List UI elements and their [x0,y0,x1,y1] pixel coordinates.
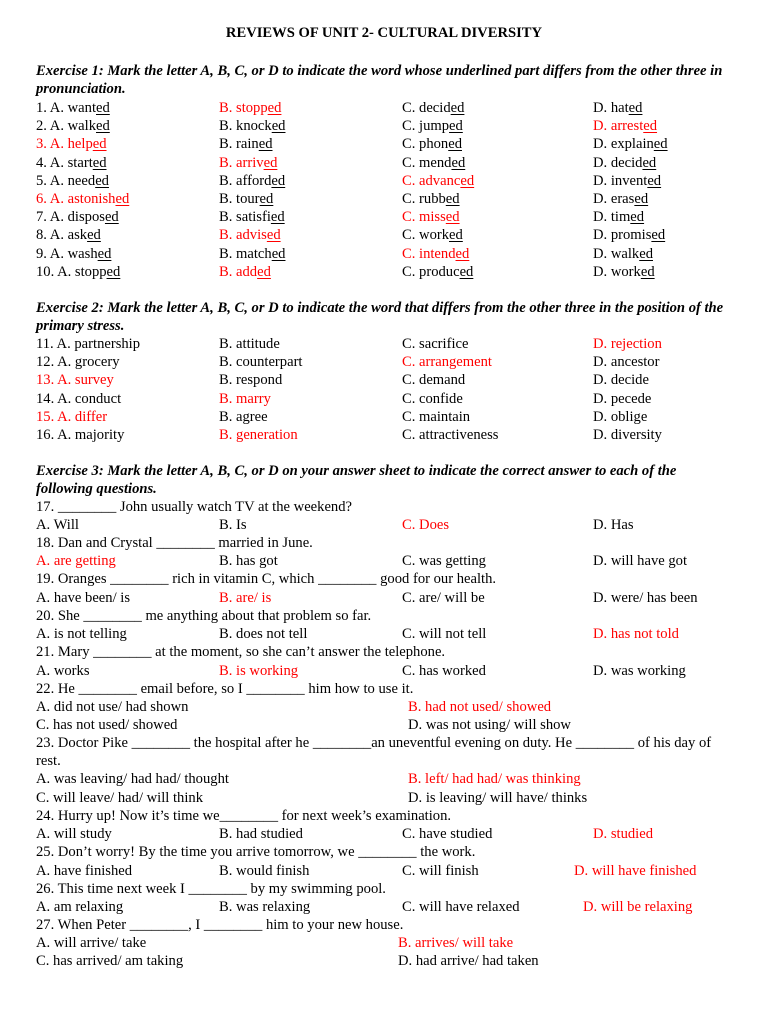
option-stem: D. decid [593,154,643,171]
option-stem: C. jump [402,118,450,135]
option-22-a: A. did not use/ had shown [36,699,189,715]
options-23-row-1 [36,770,736,788]
ex1-option-10-c [402,263,473,281]
underlined-part: ed [271,118,286,135]
underlined-part: ed [628,100,643,116]
option-stem: D. eras [593,191,635,207]
option-21-a: A. works [36,663,90,679]
question-23: 23. Doctor Pike ________ the hospital after he ________an uneventful evening on duty. He ________ of his day of rest. [36,735,712,769]
option-23-b: B. left/ had had/ was thinking [408,771,581,787]
option-stem: D. hat [593,100,629,116]
underlined-part: ed [634,191,649,207]
option-stem: C. decid [402,100,451,116]
option-stem: B. arriv [219,154,264,171]
ex2-option-12-d: D. ancestor [593,354,660,371]
ex1-option-1-c [402,99,464,117]
underlined-part: ed [257,263,271,280]
option-stem: 4. A. start [36,154,93,171]
ex2-option-14-b: B. marry [219,390,271,407]
ex1-row-1 [36,99,736,117]
option-stem: D. walk [593,245,640,262]
option-stem: 1. A. want [36,100,96,116]
underlined-part: ed [92,154,107,171]
underlined-part: ed [448,136,462,153]
option-stem: D. tim [593,209,631,226]
ex2-option-13-c: C. demand [402,372,466,389]
options-18 [36,552,736,570]
option-stem: C. work [402,227,450,244]
ex2-option-14-d: D. pecede [593,390,652,407]
underlined-part: ed [258,136,273,153]
ex1-option-8-b [219,226,281,244]
question-17: 17. ________ John usually watch TV at the weekend? [36,499,353,515]
option-stem: D. work [593,263,641,280]
ex2-option-15-a: 15. A. differ [36,408,108,425]
underlined-part: ed [87,227,101,244]
option-21-d: D. was working [593,663,686,679]
ex2-option-16-a: 16. A. majority [36,427,125,443]
option-24-b: B. had studied [219,826,303,842]
question-27: 27. When Peter ________, I ________ him to your new house. [36,917,404,933]
ex1-option-6-c [402,190,460,208]
ex2-option-14-a: 14. A. conduct [36,390,122,407]
option-stem: C. mend [402,154,452,171]
option-stem: D. arrest [593,118,644,135]
option-21-b: B. is working [219,663,299,679]
options-27-row-1 [36,934,736,952]
ex1-option-9-b [219,245,285,263]
options-27-row-2 [36,952,736,970]
option-stem: B. afford [219,172,272,189]
ex2-row-15 [36,408,736,426]
ex2-option-15-c: C. maintain [402,408,471,425]
option-stem: 9. A. wash [36,245,98,262]
option-24-a: A. will study [36,826,112,842]
options-17 [36,516,736,534]
exercise-3-instruction: Exercise 3: Mark the letter A, B, C, or D on your answer sheet to indicate the correct answer to each of the following questions. [36,463,677,497]
ex1-option-3-b [219,135,273,153]
underlined-part: ed [639,245,653,262]
option-26-a: A. am relaxing [36,899,124,915]
ex2-option-12-b: B. counterpart [219,354,303,371]
option-stem: B. tour [219,191,260,207]
underlined-part: ed [106,263,121,280]
underlined-part: ed [271,172,286,189]
ex1-option-5-c [402,172,474,190]
ex2-option-11-b: B. attitude [219,336,280,352]
option-17-b: B. Is [219,517,247,533]
option-stem: 7. A. dispos [36,209,105,226]
option-18-a: A. are getting [36,553,116,569]
ex2-row-12 [36,353,736,371]
option-20-a: A. is not telling [36,626,127,642]
ex1-option-4-d [593,154,656,172]
options-20 [36,625,736,643]
ex1-option-7-d [593,208,644,226]
ex1-option-8-a [36,226,101,244]
ex2-option-11-c: C. sacrifice [402,336,469,352]
underlined-part: ed [647,172,662,189]
ex1-option-6-b [219,190,273,208]
option-25-b: B. would finish [219,863,310,879]
options-21 [36,662,736,680]
options-25 [36,862,736,880]
option-24-d: D. studied [593,826,653,842]
ex1-option-2-a [36,117,110,135]
underlined-part: ed [270,209,285,226]
option-23-d: D. is leaving/ will have/ thinks [408,790,588,806]
ex1-option-3-d [593,135,668,153]
option-stem: B. match [219,245,272,262]
option-stem: D. promis [593,227,652,244]
ex2-option-16-d: D. diversity [593,427,662,443]
ex1-option-1-a [36,99,110,117]
option-24-c: C. have studied [402,826,493,842]
option-17-c: C. Does [402,517,450,533]
option-27-c: C. has arrived/ am taking [36,953,184,969]
ex1-row-9 [36,245,736,263]
option-20-b: B. does not tell [219,626,308,642]
underlined-part: ed [653,136,668,153]
option-20-c: C. will not tell [402,626,487,642]
ex1-option-7-a [36,208,119,226]
option-22-d: D. was not using/ will show [408,717,571,733]
ex1-option-4-c [402,154,465,172]
ex2-option-12-c: C. arrangement [402,354,492,371]
ex2-option-14-c: C. confide [402,390,463,407]
underlined-part: ed [455,245,470,262]
ex1-option-7-b [219,208,285,226]
ex1-option-9-c [402,245,469,263]
underlined-part: ed [449,118,463,135]
option-26-d: D. will be relaxing [583,899,693,915]
option-stem: C. advanc [402,172,461,189]
option-21-c: C. has worked [402,663,486,679]
underlined-part: ed [651,227,666,244]
question-20: 20. She ________ me anything about that problem so far. [36,608,372,624]
option-stem: 10. A. stopp [36,263,107,280]
ex2-option-13-b: B. respond [219,372,283,389]
underlined-part: ed [96,100,110,116]
underlined-part: ed [92,136,107,153]
ex2-option-15-b: B. agree [219,408,268,425]
ex1-row-5 [36,172,736,190]
option-20-d: D. has not told [593,626,679,642]
ex1-option-9-d [593,245,653,263]
ex2-option-11-a: 11. A. partnership [36,336,141,352]
option-stem: B. satisfi [219,209,271,226]
ex1-option-5-d [593,172,661,190]
ex1-option-2-d [593,117,657,135]
underlined-part: ed [643,118,658,135]
option-stem: D. invent [593,172,648,189]
underlined-part: ed [449,227,463,244]
ex1-row-8 [36,226,736,244]
exercise-2-instruction: Exercise 2: Mark the letter A, B, C, or D to indicate the word that differs from the other three in the position of the primary stress. [36,300,724,334]
option-stem: 3. A. help [36,136,93,153]
ex1-option-8-c [402,226,463,244]
underlined-part: ed [630,209,645,226]
option-stem: D. explain [593,136,654,153]
option-26-c: C. will have relaxed [402,899,520,915]
ex1-option-2-b [219,117,285,135]
options-26 [36,898,736,916]
ex1-option-10-b [219,263,271,281]
option-25-a: A. have finished [36,863,133,879]
ex1-option-2-c [402,117,463,135]
options-22-row-1 [36,698,736,716]
ex1-option-5-a [36,172,109,190]
underlined-part: ed [445,209,460,226]
option-stem: B. knock [219,118,272,135]
ex2-option-12-a: 12. A. grocery [36,354,120,371]
underlined-part: ed [263,154,278,171]
ex1-row-2 [36,117,736,135]
underlined-part: ed [459,263,474,280]
underlined-part: ed [460,172,475,189]
option-18-c: C. was getting [402,553,486,569]
option-17-a: A. Will [36,517,79,533]
question-21: 21. Mary ________ at the moment, so she can’t answer the telephone. [36,644,446,660]
underlined-part: ed [96,118,110,135]
option-18-b: B. has got [219,553,278,569]
option-stem: C. rubb [402,191,446,207]
option-19-d: D. were/ has been [593,590,698,606]
option-stem: B. add [219,263,258,280]
ex2-option-16-b: B. generation [219,427,298,443]
underlined-part: ed [642,154,657,171]
ex1-option-4-b [219,154,277,172]
ex1-option-1-b [219,99,281,117]
ex1-option-7-c [402,208,460,226]
ex2-option-13-a: 13. A. survey [36,372,114,389]
option-23-a: A. was leaving/ had had/ thought [36,771,229,787]
question-18: 18. Dan and Crystal ________ married in June. [36,535,313,551]
question-22: 22. He ________ email before, so I ________ him how to use it. [36,681,414,697]
underlined-part: ed [640,263,655,280]
ex1-option-3-c [402,135,462,153]
option-25-d: D. will have finished [574,863,697,879]
option-19-c: C. are/ will be [402,590,485,606]
ex1-option-10-d [593,263,655,281]
ex2-option-15-d: D. oblige [593,408,648,425]
option-stem: 5. A. need [36,172,96,189]
ex2-option-11-d: D. rejection [593,336,662,352]
option-19-a: A. have been/ is [36,590,131,606]
ex1-option-5-b [219,172,285,190]
exercise-1-instruction: Exercise 1: Mark the letter A, B, C, or D to indicate the word whose underlined part differs from the other three in pronunciation. [36,63,723,97]
ex1-option-1-d [593,99,642,117]
option-stem: B. rain [219,136,259,153]
underlined-part: ed [266,227,281,244]
options-22-row-2 [36,716,736,734]
option-27-a: A. will arrive/ take [36,935,147,951]
ex2-row-11 [36,335,736,353]
ex2-row-13 [36,371,736,389]
option-25-c: C. will finish [402,863,479,879]
page-title: REVIEWS OF UNIT 2- CULTURAL DIVERSITY [225,25,543,41]
options-24 [36,825,736,843]
option-18-d: D. will have got [593,553,688,569]
ex1-row-7 [36,208,736,226]
ex1-row-10 [36,263,736,281]
ex1-row-3 [36,135,736,153]
option-27-b: B. arrives/ will take [398,935,514,951]
underlined-part: ed [450,100,465,116]
ex1-option-8-d [593,226,665,244]
options-19 [36,589,736,607]
question-26: 26. This time next week I ________ by my swimming pool. [36,881,386,897]
underlined-part: ed [445,191,460,207]
ex1-option-9-a [36,245,111,263]
option-stem: C. intend [402,245,456,262]
option-stem: 6. A. astonish [36,191,116,207]
option-stem: 8. A. ask [36,227,88,244]
ex1-option-6-a [36,190,129,208]
option-stem: B. advis [219,227,267,244]
underlined-part: ed [104,209,119,226]
option-stem: C. phon [402,136,449,153]
option-22-b: B. had not used/ showed [408,699,552,715]
underlined-part: ed [267,100,282,116]
underlined-part: ed [271,245,286,262]
underlined-part: ed [451,154,466,171]
option-19-b: B. are/ is [219,590,272,606]
ex1-option-10-a [36,263,120,281]
ex1-row-6 [36,190,736,208]
option-stem: C. produc [402,263,460,280]
options-23-row-2 [36,789,736,807]
ex2-option-16-c: C. attractiveness [402,427,499,443]
option-27-d: D. had arrive/ had taken [398,953,539,969]
underlined-part: ed [97,245,112,262]
ex2-row-14 [36,390,736,408]
underlined-part: ed [95,172,109,189]
underlined-part: ed [259,191,274,207]
underlined-part: ed [115,191,130,207]
option-stem: C. miss [402,209,446,226]
question-19: 19. Oranges ________ rich in vitamin C, which ________ good for our health. [36,571,497,587]
ex2-row-16 [36,426,736,444]
question-24: 24. Hurry up! Now it’s time we________ for next week’s examination. [36,808,452,824]
ex1-row-4 [36,154,736,172]
option-stem: B. stopp [219,100,268,116]
option-22-c: C. has not used/ showed [36,717,178,733]
option-stem: 2. A. walk [36,118,96,135]
question-25: 25. Don’t worry! By the time you arrive tomorrow, we ________ the work. [36,844,476,860]
ex1-option-4-a [36,154,107,172]
option-17-d: D. Has [593,517,634,533]
option-26-b: B. was relaxing [219,899,311,915]
ex2-option-13-d: D. decide [593,372,649,389]
ex1-option-3-a [36,135,107,153]
ex1-option-6-d [593,190,648,208]
option-23-c: C. will leave/ had/ will think [36,790,203,806]
